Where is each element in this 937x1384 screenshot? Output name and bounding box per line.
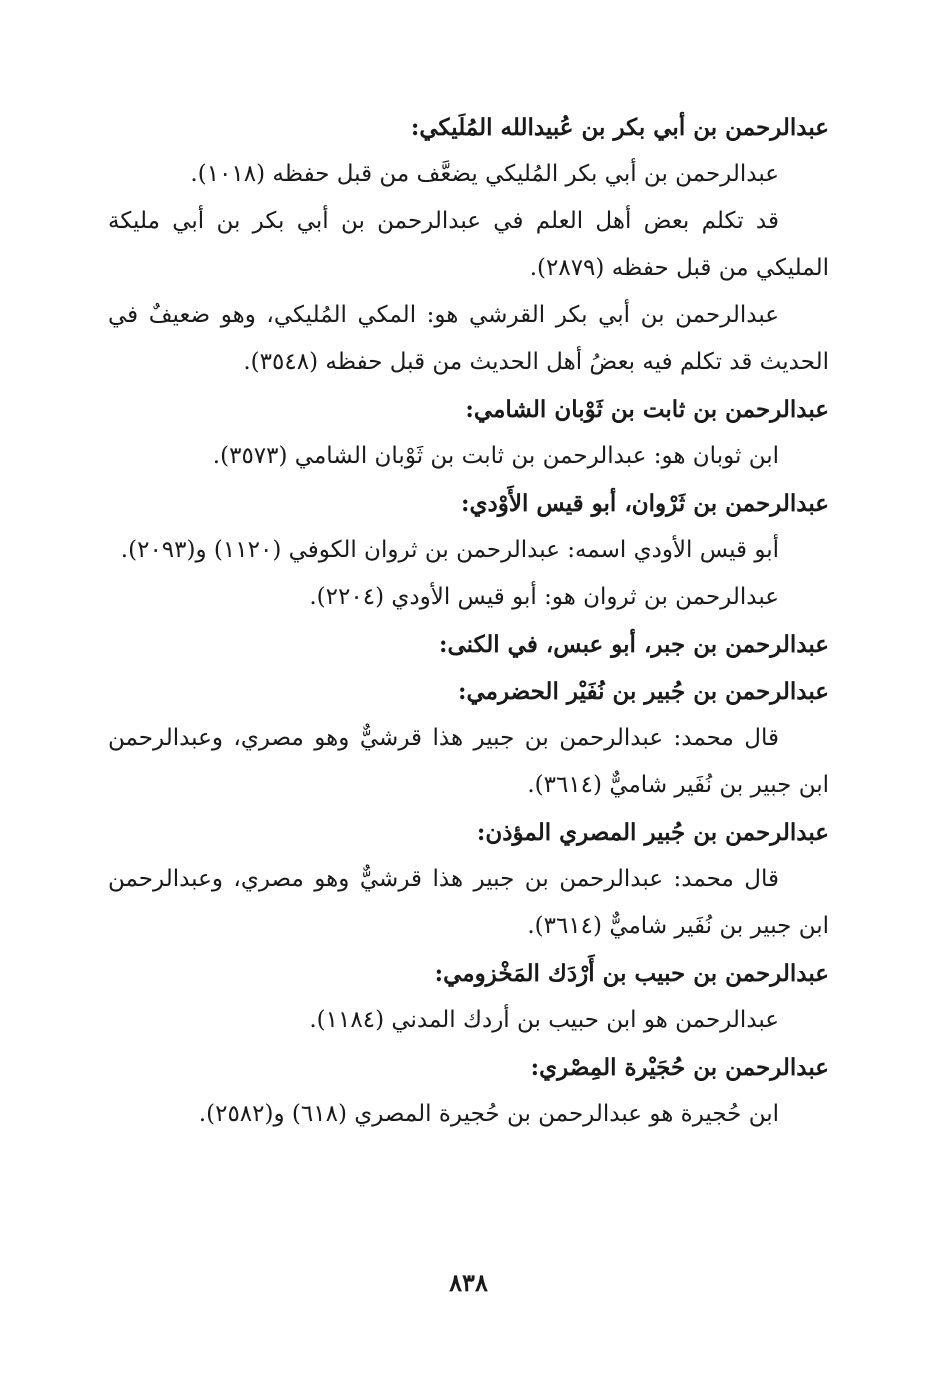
- entry-heading: عبدالرحمن بن ثَرْوان، أبو قيس الأَوْدي:: [461, 490, 829, 517]
- entry-paragraph: قال محمد: عبدالرحمن بن جبير هذا قرشيٌّ وهو مصري، وعبدالرحمن ابن جبير بن نُفَير شاميٌّ (٣٦١٤).: [108, 725, 829, 798]
- entry-heading: عبدالرحمن بن حبيب بن أَرْدَك المَخْزومي:: [434, 960, 829, 987]
- entry-abdulrahman-bin-thabit: [108, 386, 829, 480]
- entry-paragraph: قال محمد: عبدالرحمن بن جبير هذا قرشيٌّ وهو مصري، وعبدالرحمن ابن جبير بن نُفَير شاميٌّ (٣٦١٤).: [108, 866, 829, 939]
- entry-paragraph: عبدالرحمن بن أبي بكر القرشي هو: المكي المُليكي، وهو ضعيفٌ في الحديث قد تكلم فيه بعضُ أهل الحديث من قبل حفظه (٣٥٤٨).: [108, 302, 829, 375]
- entry-abdulrahman-bin-jubair-hadrami: [108, 668, 829, 809]
- entry-abdulrahman-bin-hujaira: [108, 1044, 829, 1138]
- entry-paragraph: عبدالرحمن هو ابن حبيب بن أردك المدني (١١٨٤).: [309, 1007, 779, 1033]
- entry-abdulrahman-bin-jabr: [108, 621, 829, 668]
- entry-paragraph: عبدالرحمن بن ثروان هو: أبو قيس الأودي (٢٢٠٤).: [309, 584, 779, 610]
- entry-heading: عبدالرحمن بن أبي بكر بن عُبيدالله المُلَيكي:: [410, 114, 829, 141]
- entry-paragraph: ابن ثوبان هو: عبدالرحمن بن ثابت بن ثَوْبان الشامي (٣٥٧٣).: [212, 443, 779, 469]
- entry-abdulrahman-bin-abi-bakr: [108, 104, 829, 386]
- entry-abdulrahman-bin-tharwan: [108, 480, 829, 621]
- entry-abdulrahman-bin-habib: [108, 950, 829, 1044]
- page-number: ٨٣٨: [449, 1268, 488, 1297]
- entry-paragraph: قد تكلم بعض أهل العلم في عبدالرحمن بن أبي بكر بن أبي مليكة المليكي من قبل حفظه (٢٨٧٩).: [108, 208, 829, 281]
- entry-heading: عبدالرحمن بن جُبير بن نُفَيْر الحضرمي:: [457, 678, 829, 705]
- entry-paragraph: ابن حُجيرة هو عبدالرحمن بن حُجيرة المصري (٦١٨) و(٢٥٨٢).: [198, 1101, 779, 1127]
- entry-paragraph: عبدالرحمن بن أبي بكر المُليكي يضعَّف من قبل حفظه (١٠١٨).: [190, 161, 779, 187]
- entry-heading: عبدالرحمن بن ثابت بن ثَوْبان الشامي:: [465, 396, 829, 423]
- entry-heading: عبدالرحمن بن حُجَيْرة المِصْري:: [530, 1054, 829, 1081]
- entry-heading: عبدالرحمن بن جبر، أبو عبس، في الكنى:: [438, 631, 829, 658]
- page-body: [108, 104, 829, 1138]
- entry-heading: عبدالرحمن بن جُبير المصري المؤذن:: [476, 819, 829, 846]
- entry-abdulrahman-bin-jubair-masri: [108, 809, 829, 950]
- entry-paragraph: أبو قيس الأودي اسمه: عبدالرحمن بن ثروان الكوفي (١١٢٠) و(٢٠٩٣).: [120, 537, 779, 563]
